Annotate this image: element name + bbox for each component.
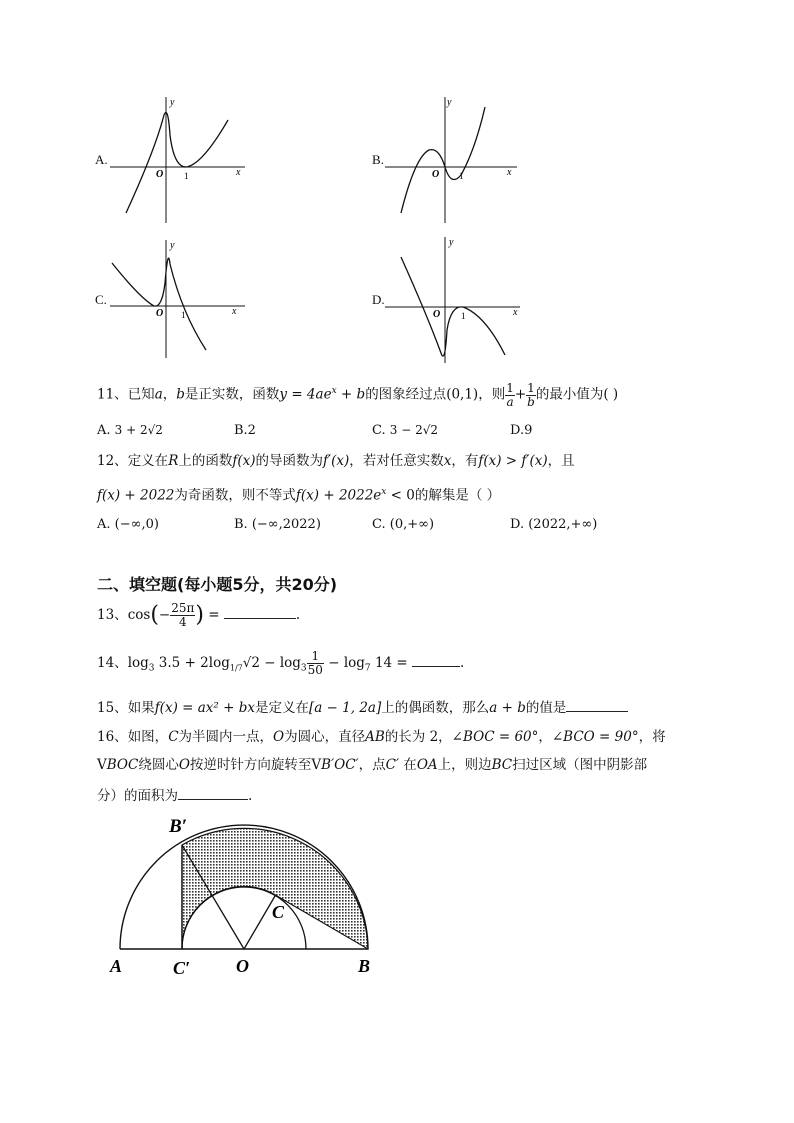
question-16-line-1: 16、如图，C为半圆内一点，O为圆心，直径AB的长为 2，∠BOC = 60°，∠BCO = 90°，将 xyxy=(97,729,666,745)
option-d-label: D. xyxy=(372,292,385,307)
q11-option-a: A. 3 + 2√2 xyxy=(97,423,163,438)
origin-label: O xyxy=(156,169,164,180)
question-11: 11、已知a，b是正实数，函数$y = 4ae^x + b$的图象经过点(0,1)，则 $\frac{1}{a}$ + $\frac{1}{b}$ 的最小值为( ) xyxy=(97,380,619,409)
q12-option-a: A. (−∞,0) xyxy=(97,517,159,532)
question-12-line-1: 12、定义在R上的函数f(x)的导函数为f′(x)，若对任意实数x，有f(x) > f′(x)，且 xyxy=(97,453,575,469)
question-16-line-2: VBOC绕圆心O按逆时针方向旋转至VB′OC′，点C′ 在OA上，则边BC扫过区域（图中阴影部 xyxy=(97,757,648,773)
segment-oc xyxy=(244,896,275,949)
q12-option-b: B. (−∞,2022) xyxy=(234,517,321,532)
option-c-label: C. xyxy=(95,292,107,307)
tick-one-label: 1 xyxy=(181,310,186,320)
question-12-line-2: f(x) + 2022为奇函数，则不等式$f(x) + 2022e^x < 0$的解集是（ ） xyxy=(97,487,501,504)
option-b-label: B. xyxy=(372,152,384,167)
graph-c xyxy=(110,238,250,362)
origin-label: O xyxy=(432,169,440,180)
label-c-prime: C′ xyxy=(173,958,191,978)
y-axis-label: y xyxy=(170,240,175,251)
shaded-region xyxy=(182,828,368,949)
label-c: C xyxy=(272,902,285,922)
q11-option-b: B.2 xyxy=(234,423,256,438)
q12-option-d: D. (2022,+∞) xyxy=(510,517,598,532)
origin-label: O xyxy=(156,308,164,319)
question-15: 15、如果f(x) = ax² + bx是定义在[a − 1, 2a]上的偶函数，那么a + b的值是 xyxy=(97,697,628,718)
label-b-prime: B′ xyxy=(169,816,188,837)
graph-d xyxy=(385,235,525,367)
x-axis-label: x xyxy=(507,167,512,178)
answer-blank[interactable] xyxy=(178,785,248,800)
x-axis-label: x xyxy=(232,306,237,317)
section-title: 二、填空题(每小题5分，共20分) xyxy=(97,575,338,594)
question-16-line-3: 分）的面积为 . xyxy=(97,785,252,806)
y-axis-label: y xyxy=(170,97,175,108)
x-axis-label: x xyxy=(513,307,518,318)
y-axis-label: y xyxy=(449,237,454,248)
q12-option-c: C. (0,+∞) xyxy=(372,517,435,532)
semicircle-figure xyxy=(105,810,395,980)
origin-label: O xyxy=(433,309,441,320)
answer-blank[interactable] xyxy=(412,652,460,667)
question-13: 13、cos(− $\frac{25\pi}{4}$ ) = . xyxy=(97,601,301,629)
q11-option-d: D.9 xyxy=(510,423,533,438)
tick-one-label: 1 xyxy=(461,311,466,321)
y-axis-label: y xyxy=(447,97,452,108)
question-14: 14、$\log_3 3.5 + 2\log_{1/7}√2 - \log_3$ $\frac{1}{50}$ − $\log_7 14$ = . xyxy=(97,649,465,677)
x-axis-label: x xyxy=(236,167,241,178)
tick-one-label: 1 xyxy=(184,171,189,181)
answer-blank[interactable] xyxy=(566,697,628,712)
q11-option-c: C. 3 − 2√2 xyxy=(372,423,438,438)
graph-b xyxy=(385,95,525,227)
label-a: A xyxy=(110,956,123,976)
tick-one-label: 1 xyxy=(459,171,464,181)
label-o: O xyxy=(236,956,249,976)
graph-a xyxy=(110,95,250,227)
label-b: B xyxy=(358,956,371,976)
answer-blank[interactable] xyxy=(224,604,296,619)
option-a-label: A. xyxy=(95,152,108,167)
